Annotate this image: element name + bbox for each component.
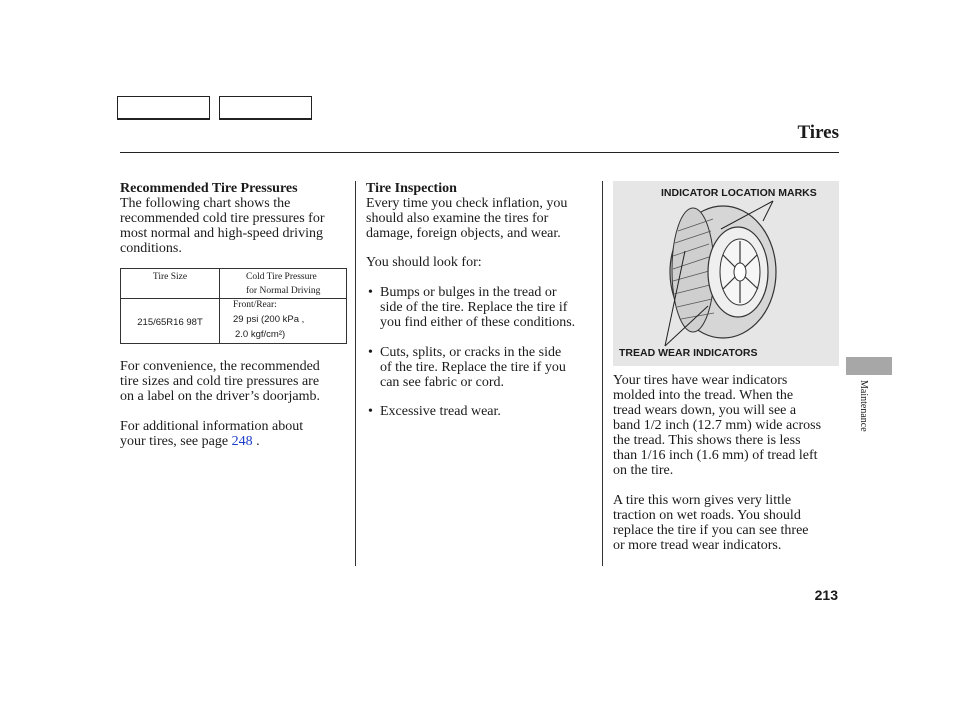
body-line: band 1/2 inch (12.7 mm) wide across: [613, 418, 822, 433]
body-line: For additional information about: [120, 419, 304, 434]
tire-illustration: [613, 181, 839, 366]
body-line: tread wears down, you will see a: [613, 403, 797, 418]
index-button[interactable]: [219, 96, 312, 120]
header-size-text: Tire Size: [152, 272, 188, 282]
body-line: replace the tire if you can see three: [613, 523, 809, 538]
body-line: molded into the tread. When the: [613, 388, 794, 403]
column-divider-1: [355, 181, 356, 566]
intro-line: The following chart shows the: [120, 196, 291, 211]
tire-size-value: 215/65R16 98T: [137, 317, 203, 328]
intro-line: conditions.: [120, 241, 182, 256]
tire-inspection-heading: Tire Inspection: [366, 181, 457, 196]
body-line: on a label on the driver’s doorjamb.: [120, 389, 320, 404]
bullet-line: • Excessive tread wear.: [380, 404, 501, 419]
body-line: or more tread wear indicators.: [613, 538, 782, 553]
header-pressure-line: for Normal Driving: [246, 286, 321, 296]
bullet-line: • Bumps or bulges in the tread or: [380, 285, 557, 300]
body-line: Your tires have wear indicators: [613, 373, 788, 388]
bullet-line: you find either of these conditions.: [380, 315, 576, 330]
body-line: damage, foreign objects, and wear.: [366, 226, 561, 241]
intro-line: recommended cold tire pressures for: [120, 211, 325, 226]
see-page-text: your tires, see page: [120, 434, 229, 449]
bullet-item: [366, 404, 598, 419]
pressure-value-line: 2.0 kgf/cm²): [235, 329, 286, 340]
maintenance-side-label: Maintenance: [858, 380, 869, 432]
main-menu-button[interactable]: [117, 96, 210, 120]
body-line: traction on wet roads. You should: [613, 508, 801, 523]
body-line: the tread. This shows there is less: [613, 433, 801, 448]
bullet-line: side of the tire. Replace the tire if: [380, 300, 568, 315]
body-line: should also examine the tires for: [366, 211, 549, 226]
page-title: Tires: [797, 122, 839, 143]
maintenance-tab[interactable]: [846, 357, 892, 375]
tire-drawing-icon: [613, 181, 839, 366]
table-header-size: [121, 269, 220, 299]
column-divider-2: [602, 181, 603, 566]
body-line: A tire this worn gives very little: [613, 493, 792, 508]
title-rule: [120, 152, 839, 153]
intro-line: most normal and high-speed driving: [120, 226, 323, 241]
bullet-line: • Cuts, splits, or cracks in the side: [380, 345, 562, 360]
left-column: [120, 181, 350, 256]
bullet-line: of the tire. Replace the tire if you: [380, 360, 566, 375]
header-pressure-line: Cold Tire Pressure: [246, 272, 317, 282]
body-line: For convenience, the recommended: [120, 359, 320, 374]
body-line: You should look for:: [366, 255, 482, 270]
recommended-pressures-heading: Recommended Tire Pressures: [120, 181, 298, 196]
table-cell-pressure: [220, 299, 347, 344]
body-line: than 1/16 inch (1.6 mm) of tread left: [613, 448, 818, 463]
right-column: [613, 373, 843, 553]
table-cell-size: [121, 299, 220, 344]
table-header-pressure: [220, 269, 347, 299]
bullet-item: [366, 285, 598, 330]
period-text: .: [252, 434, 260, 449]
body-line: tire sizes and cold tire pressures are: [120, 374, 320, 389]
front-rear-label: Front/Rear:: [233, 300, 277, 310]
page-number: 213: [814, 587, 838, 603]
left-column-lower: [120, 359, 350, 449]
pressure-value-line: 29 psi (200 kPa ,: [233, 314, 305, 325]
body-line: on the tire.: [613, 463, 674, 478]
tire-pressure-table: [120, 268, 347, 344]
bullet-line: can see fabric or cord.: [380, 375, 504, 390]
tread-wear-indicators-label: TREAD WEAR INDICATORS: [619, 347, 758, 359]
body-line: [120, 434, 350, 449]
body-line: Every time you check inflation, you: [366, 196, 568, 211]
bullet-item: [366, 345, 598, 390]
indicator-location-marks-label: INDICATOR LOCATION MARKS: [661, 187, 817, 199]
middle-column: [366, 181, 598, 419]
page-248-link[interactable]: 248: [231, 434, 253, 449]
